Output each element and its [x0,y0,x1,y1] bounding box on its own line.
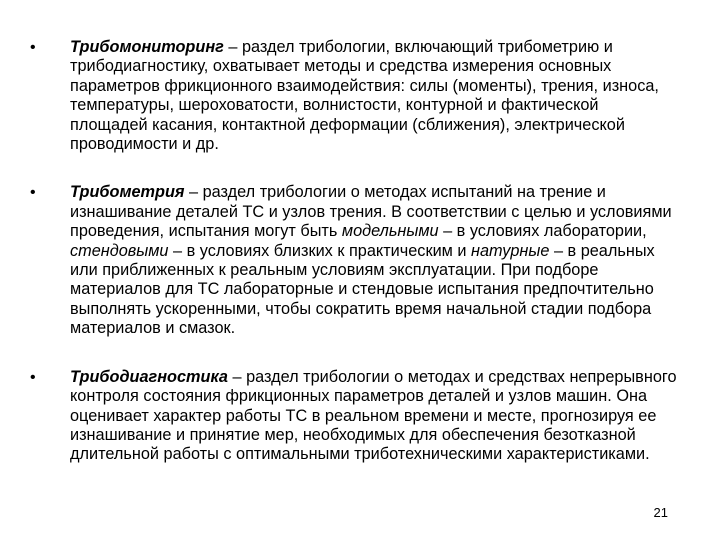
term-tribomonitoring: Трибомониторинг [70,38,224,56]
term-tribometry: Трибометрия [70,183,185,202]
bullet-item-tribodiagnostics [30,368,680,465]
bullet-icon: • [30,39,36,56]
bullet-list [30,38,680,465]
bullet-item-tribometry [30,183,680,338]
definition-text: – в реальных или приближенных к реальным условиям эксплуатации. При подборе материалов для ТС лабораторные и стендовые испытания предпочтительно выполнять ускоренными, чтобы сократить время начальной стадии подбора материалов и смазок. [70,241,655,338]
bullet-icon: • [30,368,36,386]
term-tribodiagnostics: Трибодиагностика [70,367,228,386]
emphasis-natural: натурные [471,241,550,260]
bullet-item-tribomonitoring [30,38,680,154]
definition-text: – в условиях близких к практическим и [168,241,471,260]
definition-text: – в условиях лаборатории, [438,222,647,241]
emphasis-stand: стендовыми [70,241,169,260]
definition-text: – раздел трибологии о методах испытаний на трение и изнашивание деталей ТС и узлов трения. В соответствии с целью и условиями проведения, испытания могут быть [70,183,672,241]
page-number: 21 [653,505,668,520]
bullet-icon: • [30,184,36,202]
definition-text: – раздел трибологии, включающий трибометрию и трибодиагностику, охватывает методы и средства измерения основных параметров фрикционного взаимодействия: силы (моменты), трения, износа, температуры, шероховатости, волнистости, контурной и фактической площадей касания, контактной деформации (сближения), электрической проводимости и др. [70,38,659,154]
definition-text: – раздел трибологии о методах и средствах непрерывного контроля состояния фрикционных параметров деталей и узлов машин. Она оценивает характер работы ТС в реальном времени и месте, прогнозируя ее изнашивание и принятие мер, необходимых для обеспечения безотказной длительной работы с оптимальными триботехническими характеристиками. [70,367,677,464]
emphasis-model: модельными [341,222,439,241]
